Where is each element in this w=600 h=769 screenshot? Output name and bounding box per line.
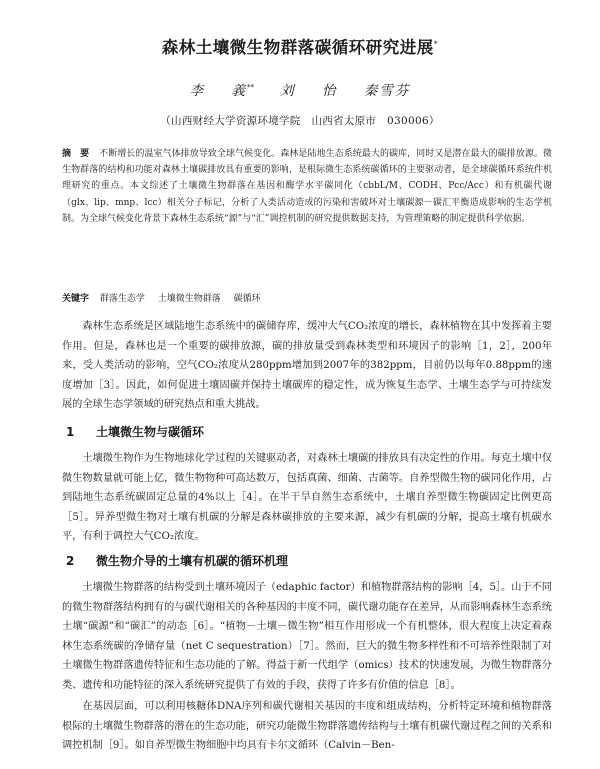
section-heading: [66, 423, 204, 440]
keywords: [62, 291, 552, 304]
keywords-label: 关键字: [62, 294, 90, 304]
body-paragraph: 土壤微生物群落的结构受到土壤环境因子（edaphic factor）和植物群落结构的影响［4，5］。山于不同的微生物群落结构拥有的与碳代谢相关的各种基因的丰度不同，碳代谢功能存在差异，从而影响森林生态系统土壤“碳源”和“碳汇”的动态［6］。“植物－土壤－微生物”相互作用形成一个有机整体，很大程度上决定着森林生态系统碳的净储存量（net C sequestration）［7］。然而，巨大的微生物多样性和不可培养性限制了对土壤微生物群落遗传特征和生态功能的了解。得益于新一代组学（omics）技术的快速发展，为微生物群落分类、遗传和功能特征的深入系统研究提供了有效的手段，获得了许多有价值的信息［8］。: [62, 582, 552, 691]
abstract: [62, 146, 552, 227]
section-number: 2: [66, 554, 75, 568]
keyword-item: 土壤微生物群落: [157, 294, 221, 304]
author-name: 秦雪芬: [363, 83, 411, 99]
paper-title-text: 森林土壤微生物群落碳循环研究进展: [161, 38, 434, 57]
section-heading: [66, 552, 288, 569]
body-paragraph: 土壤微生物作为生物地球化学过程的关键驱动者，对森林土壤碳的排放具有决定性的作用。每克土壤中仅微生物数量就可能上亿，微生物物种可高达数万，包括真菌、细菌、古菌等。自养型微生物的碳同化作用，占到陆地生态系统碳固定总量的4%以上［4］。在半干旱自然生态系统中，土壤自养型微生物碳固定比例更高［5］。异养型微生物对土壤有机碳的分解是森林碳排放的主要来源，减少有机碳的分解，提高土壤有机碳水平，有利于调控大气CO₂浓度。: [62, 453, 552, 543]
keyword-item: 群落生态学: [99, 294, 145, 304]
affiliation: （山西财经大学资源环境学院 山西省太原市 030006）: [160, 115, 440, 127]
paper-title: [0, 34, 600, 58]
section-title: 微生物介导的土壤有机碳的循环机理: [96, 554, 289, 568]
author-footnote-mark: **: [246, 83, 254, 92]
section-number: 1: [66, 425, 75, 439]
keyword-item: 碳循环: [233, 294, 261, 304]
author-name: 李 義**: [189, 83, 254, 99]
abstract-label: 摘 要: [62, 149, 90, 159]
intro-paragraph: 森林生态系统是区域陆地生态系统中的碳储存库，缓冲大气CO₂浓度的增长，森林植物在其中发挥着主要作用。但是，森林也是一个重要的碳排放源，碳的排放量受到森林类型和环境因子的影响［1，2］，200年来，受人类活动的影响，空气CO₂浓度从280ppm增加到2007年的382ppm，目前仍以每年0.88ppm的速度增加［3］。因此，如何促进土壤固碳并保持土壤碳库的稳定性，成为恢复生态学、土壤生态学与可持续发展的全球生态学领域的研究热点和重大挑战。: [62, 321, 552, 411]
author-name: 刘 怡: [280, 83, 338, 99]
body-paragraph: 在基因层面，可以利用核糖体DNA序列和碳代谢相关基因的丰度和组成结构，分析特定环境和植物群落根际的土壤微生物群落的潜在的生态功能，研究功能微生物群落遗传结构与土壤有机碳代谢过程之间的关系和调控机制［9］。如自养型微生物细胞中均具有卡尔文循环（Calvin－Ben-: [62, 701, 552, 752]
abstract-text: 不断增长的温室气体排放导致全球气候变化。森林是陆地生态系统最大的碳库，同时又是潜在最大的碳排放源。微生物群落的结构和功能对森林土壤碳排放具有重要的影响，是根际微生态系统碳循环的主要驱动者，是全球碳循环系统件机理研究的重点。本文综述了土壤微生物群落在基因和酶学水平碳同化（cbbL/M、CODH、Pcc/Acc）和有机碳代谢（glx、lip、mnp、lcc）相关分子标记，分析了人类活动造成的污染和害破坏对土壤碳源－碳汇平衡造成影响的生态学机制。为全球气候变化背景下森林生态系统“源”与“汇”调控机制的研究提供数据支持，为管理策略的制定提供科学依据。: [62, 149, 552, 224]
section-title: 土壤微生物与碳循环: [96, 425, 205, 439]
author-line: [0, 79, 600, 99]
title-footnote-mark: *: [433, 39, 439, 49]
